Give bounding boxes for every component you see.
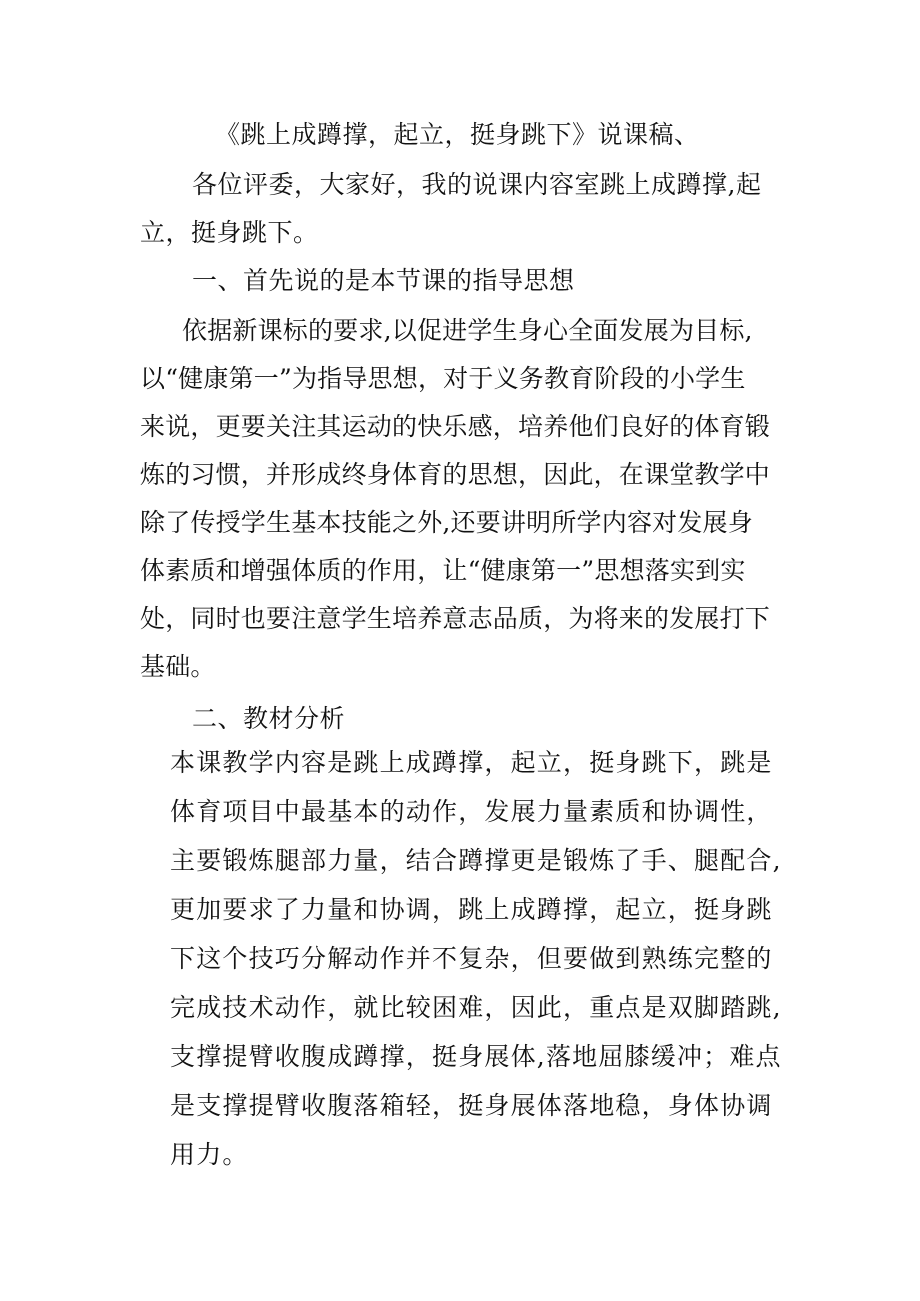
section1-line: 来说，更要关注其运动的快乐感，培养他们良好的体育锻	[140, 412, 771, 441]
intro-line: 立，挺身跳下。	[140, 218, 319, 247]
section2-line: 用力。	[170, 1140, 249, 1169]
section1-line: 除了传授学生基本技能之外,还要讲明所学内容对发展身	[140, 508, 753, 537]
section2-line: 完成技术动作，就比较困难，因此，重点是双脚踏跳,	[170, 993, 782, 1022]
section2-line: 主要锻炼腿部力量，结合蹲撑更是锻炼了手、腿配合,	[170, 846, 782, 875]
intro-line: 各位评委，大家好，我的说课内容室跳上成蹲撑,起	[192, 170, 762, 199]
document-title: 《跳上成蹲撑，起立，挺身跳下》说课稿、	[215, 120, 700, 149]
section1-line: 依据新课标的要求,以促进学生身心全面发展为目标,	[182, 316, 753, 345]
section2-line: 更加要求了力量和协调，跳上成蹲撑，起立，挺身跳	[170, 895, 773, 924]
section2-heading: 二、教材分析	[192, 704, 346, 733]
section1-line: 基础。	[140, 652, 216, 681]
section2-line: 下这个技巧分解动作并不复杂，但要做到熟练完整的	[170, 944, 773, 973]
section1-line: 以“健康第一”为指导思想，对于义务教育阶段的小学生	[140, 364, 746, 393]
section1-line: 体素质和增强体质的作用，让“健康第一”思想落实到实	[140, 556, 746, 585]
section2-line: 体育项目中最基本的动作，发展力量素质和协调性，	[170, 797, 773, 826]
section2-line: 本课教学内容是跳上成蹲撑，起立，挺身跳下，跳是	[170, 748, 773, 777]
section1-heading: 一、首先说的是本节课的指导思想	[192, 266, 575, 295]
section2-line: 是支撑提臂收腹落箱轻，挺身展体落地稳，身体协调	[170, 1091, 773, 1120]
section1-line: 炼的习惯，并形成终身体育的思想，因此，在课堂教学中	[140, 460, 771, 489]
section2-line: 支撑提臂收腹成蹲撑，挺身展体,落地屈膝缓冲；难点	[170, 1042, 782, 1071]
section1-line: 处，同时也要注意学生培养意志品质，为将来的发展打下	[140, 604, 771, 633]
